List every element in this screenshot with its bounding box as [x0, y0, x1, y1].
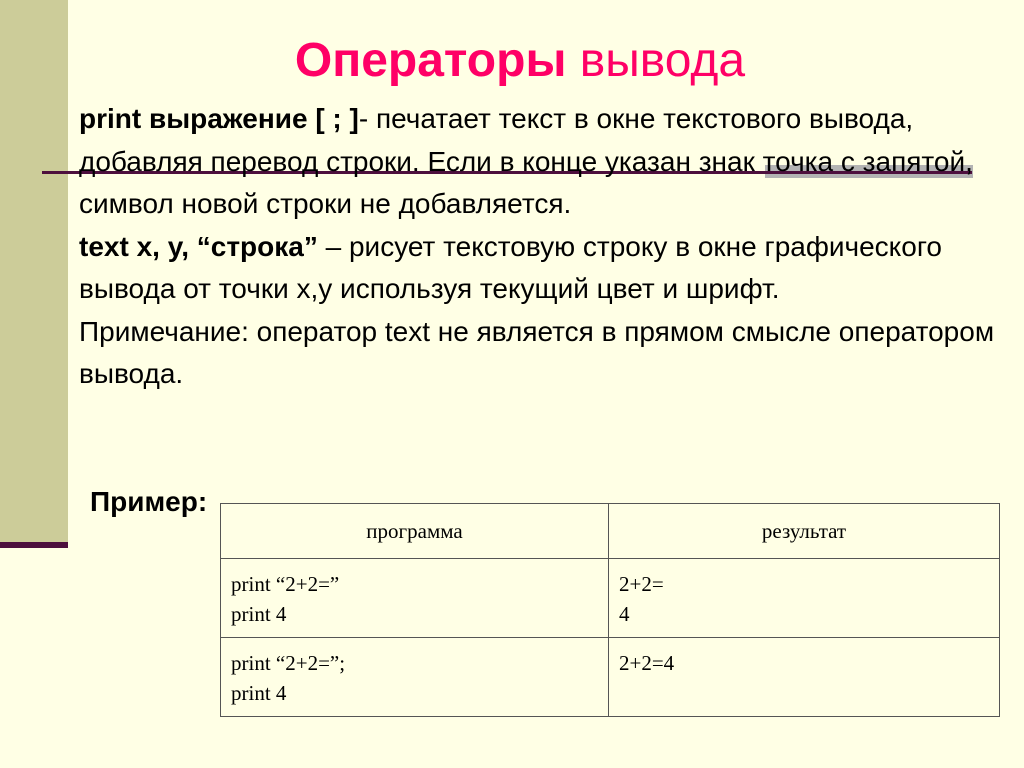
title-bold-part: Операторы — [294, 34, 567, 87]
code-line: print 4 — [231, 602, 287, 626]
program-cell — [221, 559, 609, 638]
paragraph-print — [79, 98, 999, 226]
program-cell — [221, 638, 609, 717]
code-line: print “2+2=” — [231, 572, 340, 596]
result-cell — [609, 638, 1000, 717]
slide-title — [0, 33, 1024, 89]
table-row — [221, 559, 1000, 638]
example-label: Пример: — [90, 486, 208, 517]
print-description: - печатает текст в окне текстового вывода, добавляя перевод строки. Если в конце указан знак точка с запятой, символ новой строки не добавляется. — [79, 103, 973, 219]
example-table — [220, 503, 1000, 717]
print-syntax: print выражение [ ; ] — [79, 103, 359, 134]
text-syntax: text x, y, “строка” — [79, 230, 318, 262]
code-line: print 4 — [231, 681, 287, 705]
header-program: программа — [221, 504, 609, 559]
result-cell — [609, 559, 1000, 638]
code-line: print “2+2=”; — [231, 651, 346, 675]
paragraph-text — [79, 226, 999, 311]
left-decor-line — [0, 542, 68, 548]
header-result: результат — [609, 504, 1000, 559]
result-line: 2+2=4 — [619, 651, 675, 675]
text-description: – рисует текстовую строку в окне графического вывода от точки x,y используя текущий цвет и шрифт. — [79, 230, 942, 304]
table-header-row — [221, 504, 1000, 559]
result-line: 4 — [619, 602, 630, 626]
paragraph-note: Примечание: оператор text не является в прямом смысле оператором вывода. — [79, 315, 995, 389]
table-row — [221, 638, 1000, 717]
slide-body — [79, 98, 999, 396]
result-line: 2+2= — [619, 572, 664, 596]
title-normal-part: вывода — [579, 34, 746, 87]
